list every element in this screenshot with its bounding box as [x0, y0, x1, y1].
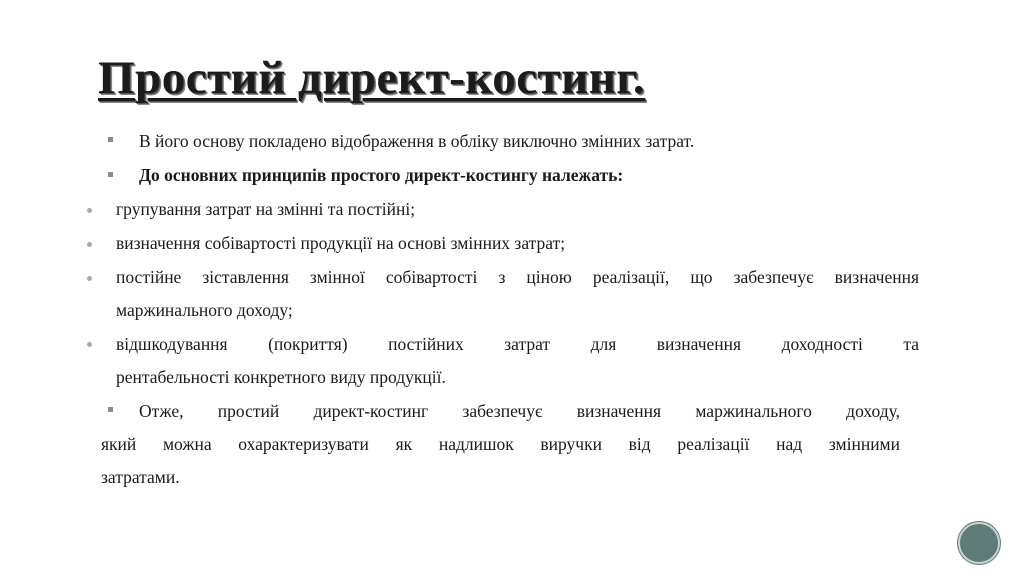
dot-bullet-icon — [87, 242, 92, 247]
dot-bullet-icon — [87, 276, 92, 281]
conclusion-paragraph-line: затратами. — [101, 467, 180, 487]
dot-bullet-icon — [87, 342, 92, 347]
conclusion-paragraph-line: який можна охарактеризувати як надлишок виручки від реалізації над змінними — [101, 434, 900, 454]
dot-bullet-icon — [87, 208, 92, 213]
principle-item-continuation: маржинального доходу; — [116, 300, 293, 320]
square-bullet-icon — [108, 137, 113, 142]
conclusion-paragraph: Отже, простий директ-костинг забезпечує визначення маржинального доходу, — [139, 401, 900, 421]
intro-paragraph: В його основу покладено відображення в обліку виключно змінних затрат. — [139, 131, 695, 151]
principle-item: постійне зіставлення змінної собівартості з ціною реалізації, що забезпечує визначення — [116, 267, 919, 287]
principle-item-continuation: рентабельності конкретного виду продукції. — [116, 367, 446, 387]
slide-number-badge — [958, 522, 1000, 564]
square-bullet-icon — [108, 172, 113, 177]
slide-title: Простий директ-костинг. — [98, 52, 646, 104]
principle-item: відшкодування (покриття) постійних затрат для визначення доходності та — [116, 334, 919, 354]
square-bullet-icon — [108, 407, 113, 412]
principle-item: групування затрат на змінні та постійні; — [116, 199, 416, 219]
principles-heading: До основних принципів простого директ-костингу належать: — [139, 165, 624, 185]
principle-item: визначення собівартості продукції на основі змінних затрат; — [116, 233, 566, 253]
